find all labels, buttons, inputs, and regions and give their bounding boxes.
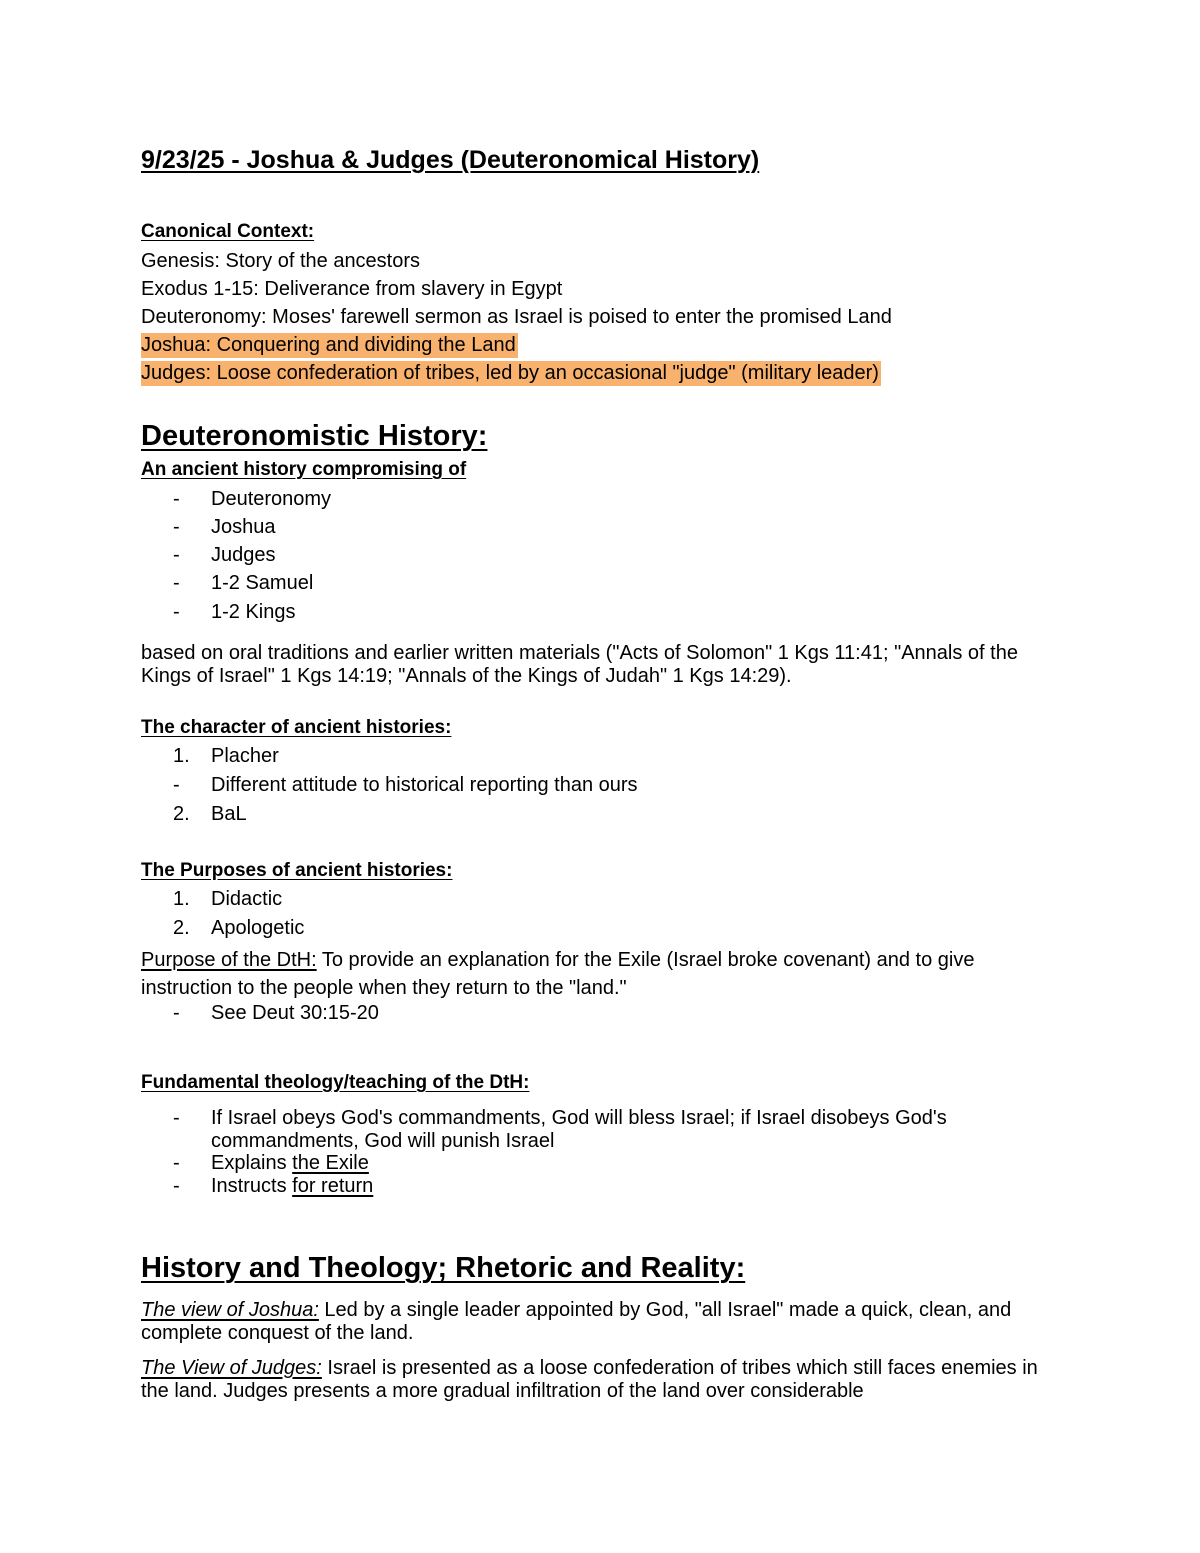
highlight-joshua: Joshua: Conquering and dividing the Land [141, 334, 516, 356]
purpose-item-didactic: Didactic [211, 888, 283, 910]
fundamental-item-explains: Explains [211, 1152, 293, 1174]
purposes-heading: The Purposes of ancient histories: [141, 860, 453, 881]
purpose-of-dth-text: To provide an explanation for the Exile (Israel broke covenant) and to give instruction to the people when they return to the "land." [141, 949, 975, 999]
view-of-judges-label: The View of Judges: [141, 1357, 322, 1379]
dth-subheading: An ancient history compromising of [141, 459, 467, 480]
book-kings: 1-2 Kings [211, 601, 296, 623]
highlight-judges: Judges: Loose confederation of tribes, led by an occasional "judge" (military leader) [141, 362, 879, 384]
purpose-of-dth-paragraph [141, 946, 1056, 1002]
book-judges: Judges [211, 544, 276, 566]
sources-paragraph: based on oral traditions and earlier written materials ("Acts of Solomon" 1 Kgs 11:41; "Annals of the Kings of Israel" 1 Kgs 14:19; "Annals of the Kings of Judah" 1 Kgs 14:29). [141, 642, 1018, 687]
character-heading: The character of ancient histories: [141, 717, 452, 738]
fundamental-item-instructs: Instructs [211, 1175, 293, 1197]
view-of-joshua-text: Led by a single leader appointed by God, "all Israel" made a quick, clean, and complete conquest of the land. [141, 1299, 1012, 1344]
the-exile-text: the Exile [292, 1152, 369, 1174]
page-title: 9/23/25 - Joshua & Judges (Deuteronomical History) [141, 146, 760, 174]
canonical-context-heading: Canonical Context: [141, 221, 315, 242]
view-of-joshua-label: The view of Joshua: [141, 1299, 319, 1321]
book-joshua: Joshua [211, 516, 276, 538]
view-of-judges-text: Israel is presented as a loose confederation of tribes which still faces enemies in the land. Judges presents a more gradual infiltration of the land over considerable [141, 1357, 1038, 1402]
dth-heading: Deuteronomistic History: [141, 420, 488, 452]
book-deuteronomy: Deuteronomy [211, 488, 332, 510]
purpose-item-apologetic: Apologetic [211, 917, 305, 939]
view-of-joshua-paragraph [141, 1299, 1056, 1345]
canonical-line-joshua [141, 334, 518, 357]
character-item-attitude: Different attitude to historical reporting than ours [211, 774, 638, 796]
see-deut-item: See Deut 30:15-20 [211, 1002, 379, 1024]
canonical-line-genesis: Genesis: Story of the ancestors [141, 250, 421, 272]
book-samuel: 1-2 Samuel [211, 572, 314, 594]
character-item-placher: Placher [211, 745, 279, 767]
character-item-bal: BaL [211, 803, 247, 825]
fundamental-item-obey: If Israel obeys God's commandments, God will bless Israel; if Israel disobeys God's commandments, God will punish Israel [211, 1107, 947, 1152]
purpose-of-dth-label: Purpose of the DtH: [141, 949, 317, 971]
fundamental-heading: Fundamental theology/teaching of the DtH: [141, 1072, 530, 1093]
for-return-text: for return [292, 1175, 374, 1197]
canonical-line-judges [141, 362, 881, 385]
history-theology-heading: History and Theology; Rhetoric and Reality: [141, 1252, 746, 1284]
canonical-line-exodus: Exodus 1-15: Deliverance from slavery in Egypt [141, 278, 563, 300]
canonical-line-deuteronomy: Deuteronomy: Moses' farewell sermon as Israel is poised to enter the promised Land [141, 306, 892, 328]
view-of-judges-paragraph [141, 1357, 1056, 1403]
